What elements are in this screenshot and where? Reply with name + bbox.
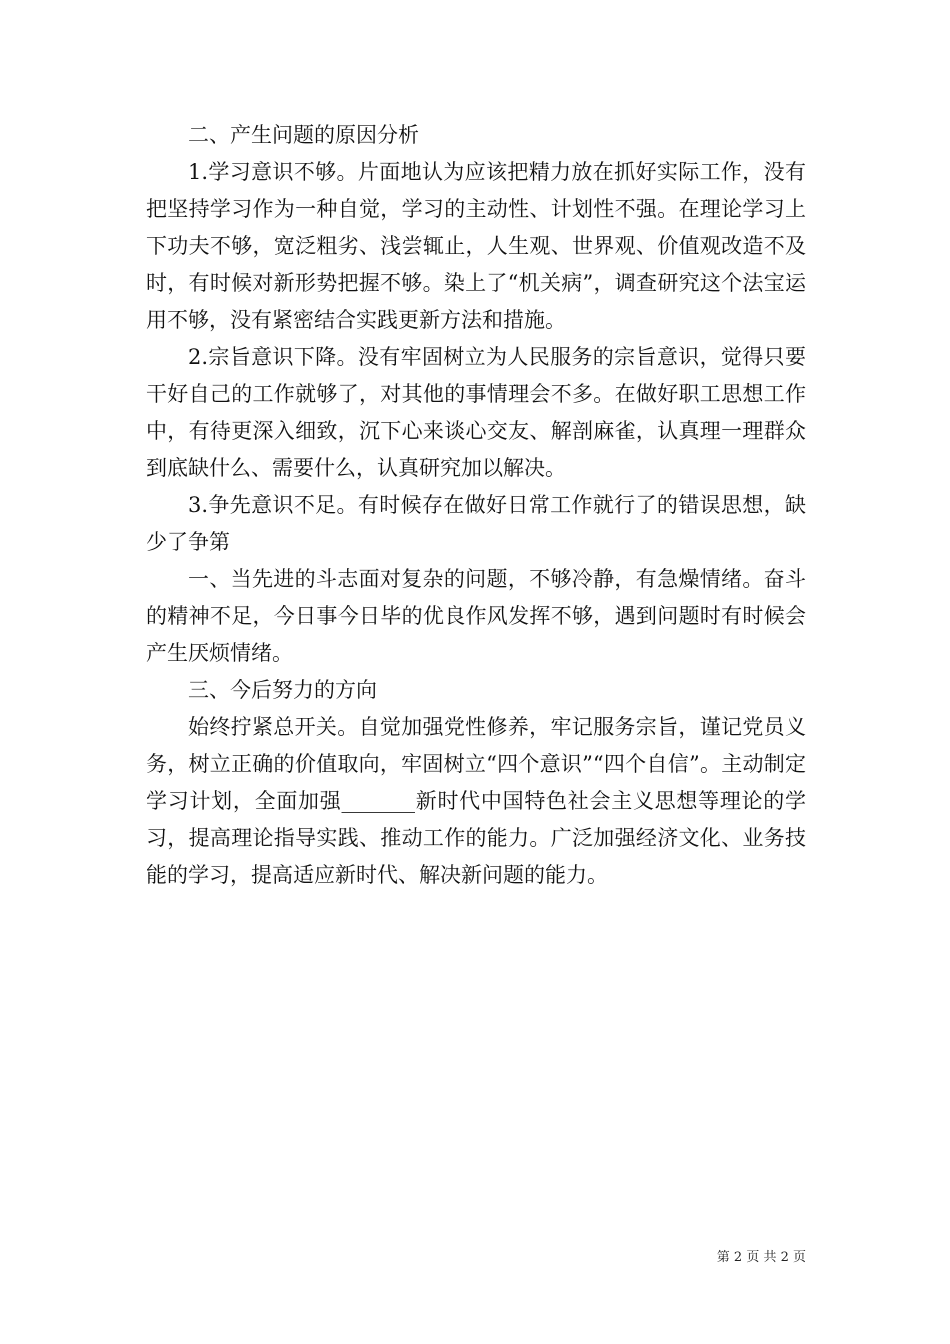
document-body xyxy=(146,117,806,894)
section-heading-causes: 二、产生问题的原因分析 xyxy=(188,123,419,147)
section-heading-direction: 三、今后努力的方向 xyxy=(188,678,377,702)
paragraph-striving-continued: 一、当先进的斗志面对复杂的问题，不够冷静，有急燥情绪。奋斗的精神不足，今日事今日毕的优良作风发挥不够，遇到问题时有时候会产生厌烦情绪。 xyxy=(146,567,806,665)
paragraph-purpose-awareness: 2.宗旨意识下降。没有牢固树立为人民服务的宗旨意识，觉得只要干好自己的工作就够了，对其他的事情理会不多。在做好职工思想工作中，有待更深入细致，沉下心来谈心交友、解剖麻雀，认真理一理群众到底缺什么、需要什么，认真研究加以解决。 xyxy=(146,345,806,480)
page-number-footer: 第 2 页 共 2 页 xyxy=(716,1250,806,1265)
paragraph-future-direction: 始终拧紧总开关。自觉加强党性修养，牢记服务宗旨，谨记党员义务，树立正确的价值取向，牢固树立“四个意识”“四个自信”。主动制定学习计划，全面加强_______新时代中国特色社会主义思想等理论的学习，提高理论指导实践、推动工作的能力。广泛加强经济文化、业务技能的学习，提高适应新时代、解决新问题的能力。 xyxy=(146,715,806,887)
paragraph-learning-awareness: 1.学习意识不够。片面地认为应该把精力放在抓好实际工作，没有把坚持学习作为一种自觉，学习的主动性、计划性不强。在理论学习上下功夫不够，宽泛粗劣、浅尝辄止，人生观、世界观、价值观改造不及时，有时候对新形势把握不够。染上了“机关病”，调查研究这个法宝运用不够，没有紧密结合实践更新方法和措施。 xyxy=(146,160,806,332)
paragraph-striving-awareness: 3.争先意识不足。有时候存在做好日常工作就行了的错误思想，缺少了争第 xyxy=(146,493,806,554)
